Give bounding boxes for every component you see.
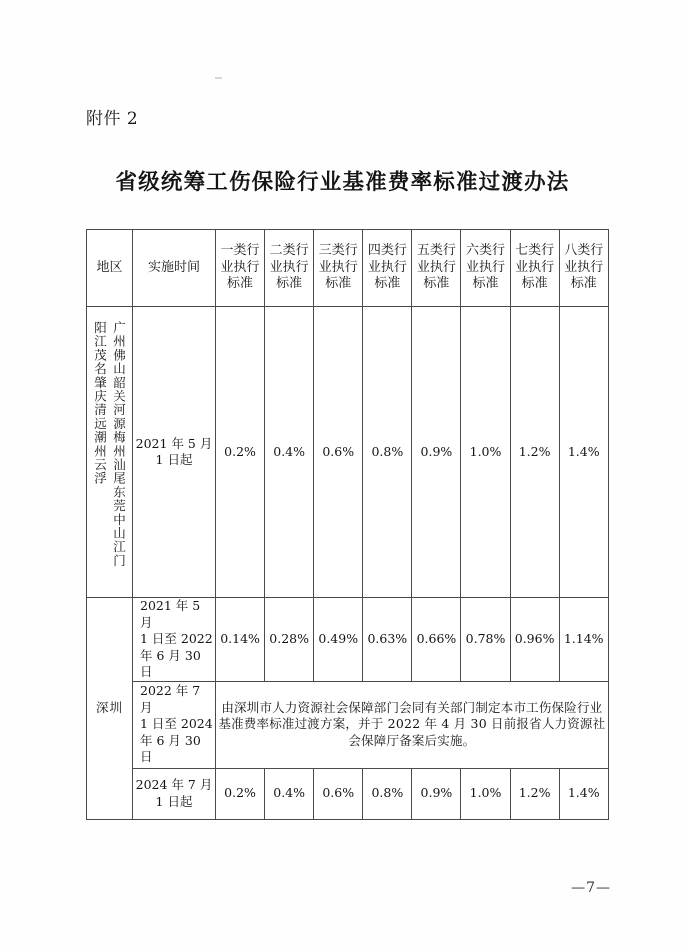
rate-cell-class-1: 0.2% (216, 768, 265, 819)
page-title: 省级统筹工伤保险行业基准费率标准过渡办法 (115, 170, 570, 195)
rate-cell-class-5: 0.9% (412, 307, 461, 598)
table-header-row (87, 230, 609, 307)
rate-cell-class-3: 0.6% (314, 307, 363, 598)
header-class-1: 一类行业执行标准 (216, 230, 265, 307)
rate-cell-class-4: 0.8% (363, 768, 412, 819)
header-time (133, 230, 216, 307)
rate-cell-class-6: 1.0% (461, 307, 510, 598)
rate-table-container (86, 229, 608, 820)
table-row (87, 681, 609, 768)
rate-cell-class-3: 0.6% (314, 768, 363, 819)
rate-cell-class-2: 0.28% (265, 598, 314, 682)
header-class-6: 六类行业执行标准 (461, 230, 510, 307)
rate-cell-class-6: 1.0% (461, 768, 510, 819)
rate-cell-class-1: 0.14% (216, 598, 265, 682)
time-cell: 2021 年 5 月 1 日至 2022 年 6 月 30 日 (133, 598, 216, 682)
scan-artifact (215, 77, 222, 79)
header-class-4: 四类行业执行标准 (363, 230, 412, 307)
rate-cell-class-3: 0.49% (314, 598, 363, 682)
rate-cell-class-5: 0.66% (412, 598, 461, 682)
attachment-label: 附件 2 (86, 109, 139, 129)
header-region-label: 地区 (96, 259, 123, 275)
policy-note-cell: 由深圳市人力资源社会保障部门会同有关部门制定本市工伤保险行业基准费率标准过渡方案，并于 2022 年 4 月 30 日前报省人力资源社会保障厅备案后实施。 (216, 681, 609, 768)
page-number: —7— (571, 880, 611, 896)
header-class-2: 二类行业执行标准 (265, 230, 314, 307)
rate-cell-class-8: 1.14% (559, 598, 608, 682)
rate-cell-class-1: 0.2% (216, 307, 265, 598)
industry-rate-table (86, 229, 609, 820)
header-class-8: 八类行业执行标准 (559, 230, 608, 307)
table-row (87, 768, 609, 819)
rate-cell-class-8: 1.4% (559, 768, 608, 819)
time-cell: 2021 年 5 月 1 日起 (133, 307, 216, 598)
rate-cell-class-4: 0.63% (363, 598, 412, 682)
header-region (87, 230, 133, 307)
rate-cell-class-7: 0.96% (510, 598, 559, 682)
rate-cell-class-2: 0.4% (265, 307, 314, 598)
header-class-7: 七类行业执行标准 (510, 230, 559, 307)
rate-cell-class-4: 0.8% (363, 307, 412, 598)
time-cell: 2022 年 7 月 1 日至 2024 年 6 月 30 日 (133, 681, 216, 768)
rate-cell-class-7: 1.2% (510, 768, 559, 819)
rate-cell-class-6: 0.78% (461, 598, 510, 682)
table-row (87, 598, 609, 682)
header-class-3: 三类行业执行标准 (314, 230, 363, 307)
region-cell-shenzhen: 深圳 (87, 598, 133, 820)
header-class-5: 五类行业执行标准 (412, 230, 461, 307)
rate-cell-class-8: 1.4% (559, 307, 608, 598)
rate-cell-class-5: 0.9% (412, 768, 461, 819)
header-time-label: 实施时间 (147, 259, 200, 275)
rate-cell-class-2: 0.4% (265, 768, 314, 819)
region-cell-cities (87, 307, 133, 598)
region-names-vertical: 广州佛山韶关河源梅州汕尾东莞中山江门阳江茂名肇庆清远潮州云浮 (92, 320, 127, 568)
time-cell: 2024 年 7 月 1 日起 (133, 768, 216, 819)
table-row (87, 307, 609, 598)
rate-cell-class-7: 1.2% (510, 307, 559, 598)
